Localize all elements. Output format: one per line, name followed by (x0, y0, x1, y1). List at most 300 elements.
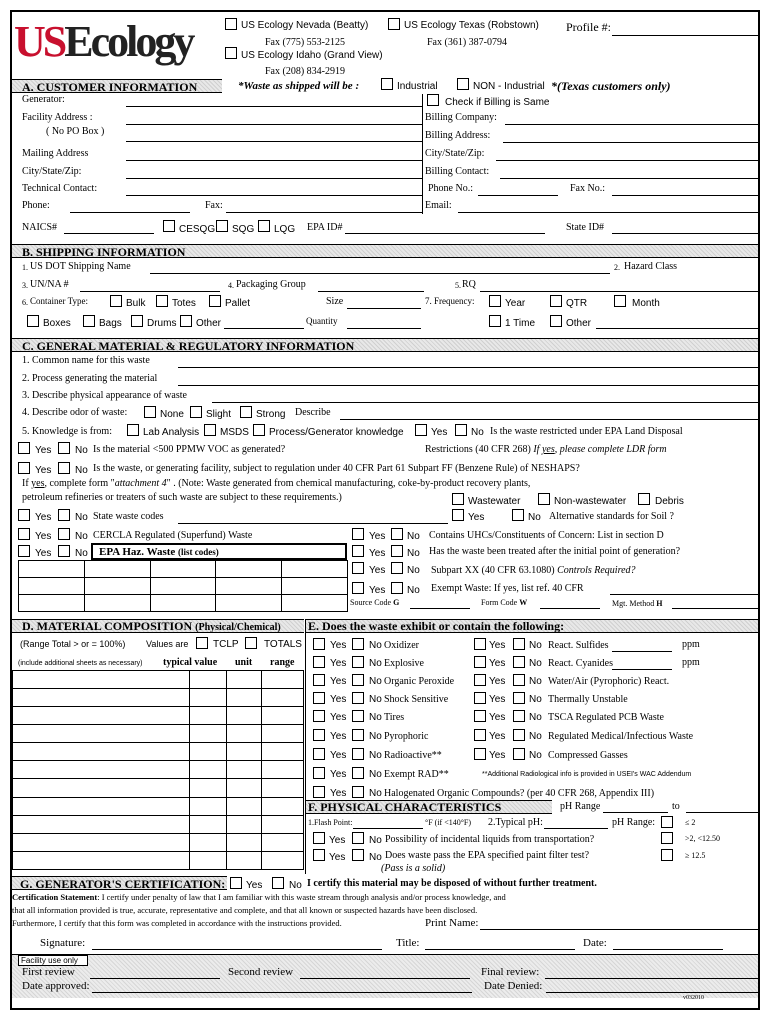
drums-checkbox[interactable] (131, 315, 143, 327)
billing-city-field[interactable] (496, 160, 758, 161)
e-left-7-no-checkbox[interactable] (352, 767, 364, 779)
section-g-title: G. GENERATOR'S CERTIFICATION: (20, 877, 226, 891)
e-left-6-yes-checkbox[interactable] (313, 748, 325, 760)
year-checkbox[interactable] (489, 295, 501, 307)
logo-ecology: Ecology (64, 17, 193, 66)
totals-checkbox[interactable] (245, 637, 257, 649)
one-time-label: 1 Time (505, 318, 536, 329)
e-left-5-no-checkbox[interactable] (352, 729, 364, 741)
incidental-no-label: No (369, 835, 382, 846)
benzene-no-checkbox[interactable] (58, 462, 70, 474)
date-field[interactable] (613, 949, 723, 950)
e-left-0-yes-checkbox[interactable] (313, 638, 325, 650)
billing-contact-label: Billing Contact: (425, 166, 490, 177)
naics-label: NAICS# (22, 222, 58, 233)
e-right-6-label: Compressed Gasses (548, 750, 628, 761)
if-label: If (22, 478, 29, 489)
e-left-1-yes-checkbox[interactable] (313, 656, 325, 668)
odor-strong-label: Strong (256, 409, 286, 420)
billing-company-field[interactable] (505, 124, 758, 125)
section-e-title: E. Does the waste exhibit or contain the following: (308, 619, 565, 633)
source-code-field[interactable] (410, 608, 470, 609)
petroleum-note: petroleum refineries or treaters of such waste are subject to these requirements.) (22, 492, 342, 503)
other-frequency-label: Other (566, 318, 592, 329)
size-field[interactable] (347, 308, 421, 309)
paint-question: Does waste pass the EPA specified paint filter test? (385, 850, 590, 861)
no-po-box-note: ( No PO Box ) (46, 126, 105, 137)
treated-yes-checkbox[interactable] (352, 545, 364, 557)
e-right-6-no-label: No (529, 750, 542, 761)
hazard-class-label: Hazard Class (624, 261, 678, 272)
cercla-no-checkbox[interactable] (58, 528, 70, 540)
bags-label: Bags (99, 318, 122, 329)
billing-contact-field[interactable] (500, 178, 758, 179)
e-left-5-yes-checkbox[interactable] (313, 729, 325, 741)
e-left-2-yes-checkbox[interactable] (313, 674, 325, 686)
title-field[interactable] (425, 949, 575, 950)
idaho-checkbox[interactable] (225, 47, 237, 59)
restrictions-ldr: , please complete LDR form (554, 444, 667, 455)
cesqg-checkbox[interactable] (163, 220, 175, 232)
b-n4: 4. (228, 281, 234, 290)
section-b-title: B. SHIPPING INFORMATION (22, 245, 186, 259)
q1-field[interactable] (178, 367, 758, 368)
e-left-0-yes-label: Yes (330, 640, 347, 651)
other-frequency-checkbox[interactable] (550, 315, 562, 327)
mgt-method-value: H (656, 599, 663, 608)
e-right-1-no-checkbox[interactable] (513, 656, 525, 668)
soil-no-label: No (528, 512, 541, 523)
size-label: Size (326, 296, 344, 307)
odor-slight-checkbox[interactable] (190, 406, 202, 418)
q5-label: 5. Knowledge is from: (22, 426, 112, 437)
bags-checkbox[interactable] (83, 315, 95, 327)
odor-slight-label: Slight (206, 409, 232, 420)
q2-field[interactable] (178, 385, 758, 386)
facility-address-field[interactable] (126, 124, 422, 125)
treated-yes-label: Yes (369, 548, 386, 559)
e-right-0-yes-label: Yes (489, 640, 506, 651)
e-left-3-label: Shock Sensitive (384, 694, 449, 705)
soil-yes-label: Yes (468, 512, 485, 523)
totes-checkbox[interactable] (156, 295, 168, 307)
e-left-7-yes-checkbox[interactable] (313, 767, 325, 779)
rq-label: RQ (462, 279, 476, 290)
cercla-no-label: No (75, 531, 88, 542)
incidental-yes-checkbox[interactable] (313, 832, 325, 844)
container-type-label: Container Type: (30, 296, 88, 306)
non-industrial-label: NON - Industrial (473, 81, 545, 92)
industrial-checkbox[interactable] (381, 78, 393, 90)
b-n2: 2. (614, 263, 620, 272)
voc-yes-checkbox[interactable] (18, 442, 30, 454)
controls-required: Controls Required? (557, 565, 636, 576)
debris-checkbox[interactable] (638, 493, 650, 505)
certify-no-checkbox[interactable] (272, 877, 284, 889)
date-denied-label: Date Denied: (484, 980, 543, 992)
e-left-8-no-label: No (369, 788, 382, 799)
cercla-yes-checkbox[interactable] (18, 528, 30, 540)
e-right-6-no-checkbox[interactable] (513, 748, 525, 760)
typical-ph-field[interactable] (544, 828, 608, 829)
flash-deg-label: °F (if <140°F) (425, 818, 472, 827)
phone-field[interactable] (70, 212, 190, 213)
qtr-checkbox[interactable] (550, 295, 562, 307)
phone-label: Phone: (22, 200, 50, 211)
other-container-field[interactable] (224, 328, 304, 329)
benzene-note (22, 479, 530, 489)
first-review-field[interactable] (90, 978, 220, 979)
section-de-divider (305, 619, 306, 874)
e-right-0-label: React. Sulfides (548, 640, 609, 651)
state-codes-no-label: No (75, 512, 88, 523)
quantity-field[interactable] (347, 328, 421, 329)
epa-haz-label (99, 547, 219, 558)
technical-contact-label: Technical Contact: (22, 183, 98, 194)
generator-label: Generator: (22, 94, 65, 105)
signature-label: Signature: (40, 937, 86, 949)
cyanides-field[interactable] (612, 669, 672, 670)
mailing-address-field[interactable] (126, 160, 422, 161)
tclp-checkbox[interactable] (196, 637, 208, 649)
wastewater-checkbox[interactable] (452, 493, 464, 505)
e-right-4-label: TSCA Regulated PCB Waste (548, 712, 664, 723)
flash-point-field[interactable] (353, 828, 423, 829)
e-right-1-yes-label: Yes (489, 658, 506, 669)
subpart-no-checkbox[interactable] (391, 562, 403, 574)
e-left-7-yes-label: Yes (330, 769, 347, 780)
e-left-1-no-label: No (369, 658, 382, 669)
industrial-label: Industrial (397, 81, 438, 92)
subpart-yes-checkbox[interactable] (352, 562, 364, 574)
exempt-no-label: No (407, 585, 420, 596)
fax-label: Fax: (205, 200, 223, 211)
bulk-label: Bulk (126, 298, 146, 309)
lqg-label: LQG (274, 224, 296, 235)
date-approved-label: Date approved: (22, 980, 90, 992)
rad-note: **Additional Radiological info is provided in USEI's WAC Addendum (482, 771, 692, 778)
e-left-7-label: Exempt RAD** (384, 769, 449, 780)
totes-label: Totes (172, 298, 196, 309)
cert-line-1 (12, 893, 506, 902)
e-right-0-yes-checkbox[interactable] (474, 638, 486, 650)
e-left-8-no-checkbox[interactable] (352, 786, 364, 798)
q3-label: 3. Describe physical appearance of waste (22, 390, 187, 401)
state-codes-field[interactable] (178, 523, 448, 524)
logo (14, 17, 193, 66)
exempt-no-checkbox[interactable] (391, 582, 403, 594)
flash-point-label: 1.Flash Point: (308, 818, 353, 827)
exempt-field[interactable] (610, 594, 758, 595)
generator-field[interactable] (126, 106, 422, 107)
ph-range-label: pH Range (560, 801, 601, 812)
voc-no-checkbox[interactable] (58, 442, 70, 454)
profile-field[interactable] (612, 35, 758, 36)
restrictions-cfr: Restrictions (40 CFR 268) (425, 444, 531, 455)
month-checkbox[interactable] (614, 295, 626, 307)
second-review-label: Second review (228, 966, 294, 978)
if-yes-label: yes (31, 478, 45, 489)
sqg-checkbox[interactable] (216, 220, 228, 232)
e-right-3-label: Thermally Unstable (548, 694, 628, 705)
ldr-yes-label: Yes (431, 427, 448, 438)
e-left-4-no-checkbox[interactable] (352, 710, 364, 722)
subpart-cfr: Subpart XX (40 CFR 63.1080) (431, 565, 555, 576)
sqg-label: SQG (232, 224, 255, 235)
benzene-yes-checkbox[interactable] (18, 462, 30, 474)
typical-value-header: typical value (163, 657, 218, 668)
e-left-3-no-checkbox[interactable] (352, 692, 364, 704)
e-left-4-label: Tires (384, 712, 405, 723)
dot-shipping-field[interactable] (150, 273, 610, 274)
e-right-5-yes-checkbox[interactable] (474, 729, 486, 741)
e-right-4-yes-checkbox[interactable] (474, 710, 486, 722)
city-state-zip-field[interactable] (126, 178, 422, 179)
profile-label: Profile #: (566, 20, 611, 34)
e-left-4-yes-checkbox[interactable] (313, 710, 325, 722)
second-review-field[interactable] (300, 978, 470, 979)
lab-analysis-checkbox[interactable] (127, 424, 139, 436)
include-sheets-note: (include additional sheets as necessary) (18, 660, 143, 667)
odor-describe-field[interactable] (340, 419, 758, 420)
totals-label: TOTALS (264, 639, 302, 650)
process-knowledge-checkbox[interactable] (253, 424, 265, 436)
sulfides-ppm: ppm (682, 639, 700, 650)
uhc-no-checkbox[interactable] (391, 528, 403, 540)
e-right-1-yes-checkbox[interactable] (474, 656, 486, 668)
e-left-5-label: Pyrophoric (384, 731, 429, 742)
drums-label: Drums (147, 318, 177, 329)
state-codes-yes-checkbox[interactable] (18, 509, 30, 521)
email-field[interactable] (458, 212, 758, 213)
e-left-4-no-label: No (369, 712, 382, 723)
packaging-group-field[interactable] (318, 291, 424, 292)
q3-field[interactable] (212, 402, 758, 403)
pallet-label: Pallet (225, 298, 251, 309)
e-right-5-no-checkbox[interactable] (513, 729, 525, 741)
naics-field[interactable] (64, 233, 154, 234)
e-left-6-yes-label: Yes (330, 750, 347, 761)
pass-solid-note: (Pass is a solid) (381, 863, 446, 874)
section-d-title-text: D. MATERIAL COMPOSITION (22, 619, 193, 633)
subpart-yes-label: Yes (369, 565, 386, 576)
e-right-4-no-label: No (529, 712, 542, 723)
state-id-field[interactable] (612, 233, 758, 234)
ldr-yes-checkbox[interactable] (415, 424, 427, 436)
one-time-checkbox[interactable] (489, 315, 501, 327)
texas-checkbox[interactable] (388, 18, 400, 30)
mgt-method-label (612, 600, 662, 608)
e-right-3-no-checkbox[interactable] (513, 692, 525, 704)
city-state-zip-label: City/State/Zip: (22, 166, 82, 177)
unna-field[interactable] (80, 291, 220, 292)
e-left-6-no-checkbox[interactable] (352, 748, 364, 760)
boxes-checkbox[interactable] (27, 315, 39, 327)
e-left-1-no-checkbox[interactable] (352, 656, 364, 668)
e-right-6-yes-checkbox[interactable] (474, 748, 486, 760)
sulfides-field[interactable] (612, 651, 672, 652)
uhc-yes-checkbox[interactable] (352, 528, 364, 540)
mgt-method-field[interactable] (672, 608, 758, 609)
subpart-question (431, 566, 636, 576)
cesqg-label: CESQG (179, 224, 216, 235)
odor-none-checkbox[interactable] (144, 406, 156, 418)
e-right-2-yes-checkbox[interactable] (474, 674, 486, 686)
epa-haz-no-checkbox[interactable] (58, 545, 70, 557)
title-label: Title: (396, 937, 420, 949)
packaging-group-label: Packaging Group (236, 279, 306, 290)
treated-no-checkbox[interactable] (391, 545, 403, 557)
e-left-2-no-label: No (369, 676, 382, 687)
epa-haz-yes-checkbox[interactable] (18, 545, 30, 557)
e-left-3-yes-checkbox[interactable] (313, 692, 325, 704)
epa-haz-text: EPA Haz. Waste (99, 546, 176, 558)
b-n6: 6. (22, 298, 28, 307)
b-n3: 3. (22, 281, 28, 290)
ph-range-to-field[interactable] (686, 812, 758, 813)
date-denied-field[interactable] (546, 992, 758, 993)
ph-le2-label: ≤ 2 (685, 818, 696, 827)
ldr-no-checkbox[interactable] (455, 424, 467, 436)
benzene-yes-label: Yes (35, 465, 52, 476)
texas-fax: Fax (361) 387-0794 (427, 37, 507, 48)
lqg-checkbox[interactable] (258, 220, 270, 232)
q4-label: 4. Describe odor of waste: (22, 407, 128, 418)
texas-only-note: *(Texas customers only) (551, 79, 671, 93)
odor-strong-checkbox[interactable] (240, 406, 252, 418)
incidental-question: Possibility of incidental liquids from transportation? (385, 834, 595, 845)
epa-id-field[interactable] (345, 233, 545, 234)
process-knowledge-label: Process/Generator knowledge (269, 427, 404, 438)
cert-stmt-1: : I certify under penalty of law that I am familiar with this waste stream through analysis and/or process knowledge, and (97, 892, 506, 902)
billing-address-field[interactable] (503, 142, 758, 143)
cert-line-2: that all information provided is true, accurate, representative and complete, and that all known or suspected hazards have been disclosed. (12, 905, 478, 915)
composition-table[interactable] (12, 670, 304, 870)
phone-no-field[interactable] (478, 195, 558, 196)
pallet-checkbox[interactable] (209, 295, 221, 307)
billing-same-checkbox[interactable] (427, 94, 439, 106)
print-name-field[interactable] (480, 929, 758, 930)
restrictions-text (425, 445, 667, 455)
cert-statement-label: Certification Statement (12, 892, 98, 902)
nevada-checkbox[interactable] (225, 18, 237, 30)
dot-shipping-label: US DOT Shipping Name (30, 261, 131, 272)
e-right-2-no-label: No (529, 676, 542, 687)
cercla-label: CERCLA Regulated (Superfund) Waste (93, 530, 253, 541)
nevada-fax: Fax (775) 553-2125 (265, 37, 345, 48)
ph-le2-checkbox[interactable] (661, 816, 673, 828)
boxes-label: Boxes (43, 318, 71, 329)
certify-yes-checkbox[interactable] (230, 877, 242, 889)
signature-field[interactable] (92, 949, 382, 950)
source-code-value: G (393, 598, 400, 607)
exempt-yes-checkbox[interactable] (352, 582, 364, 594)
final-review-field[interactable] (545, 978, 758, 979)
e-right-4-yes-label: Yes (489, 712, 506, 723)
e-left-6-label: Radioactive** (384, 750, 442, 761)
soil-no-checkbox[interactable] (512, 509, 524, 521)
cert-line-3: Furthermore, I certify that this form was completed in accordance with the instructions provided. (12, 918, 342, 928)
e-left-0-no-label: No (369, 640, 382, 651)
e-right-3-yes-checkbox[interactable] (474, 692, 486, 704)
epa-codes-grid[interactable] (18, 560, 348, 612)
e-left-8-yes-checkbox[interactable] (313, 786, 325, 798)
e-left-0-no-checkbox[interactable] (352, 638, 364, 650)
ldr-no-label: No (471, 427, 484, 438)
range-header: range (270, 657, 295, 668)
fax-no-field[interactable] (612, 195, 758, 196)
e-left-8-yes-label: Yes (330, 788, 347, 799)
paint-no-label: No (369, 852, 382, 863)
idaho-fax: Fax (208) 834-2919 (265, 66, 345, 77)
non-wastewater-label: Non-wastewater (554, 496, 627, 507)
e-left-2-label: Organic Peroxide (384, 676, 455, 687)
non-wastewater-checkbox[interactable] (538, 493, 550, 505)
e-left-1-label: Explosive (384, 658, 424, 669)
exempt-question: Exempt Waste: If yes, list ref. 40 CFR (431, 583, 584, 594)
soil-yes-checkbox[interactable] (452, 509, 464, 521)
ph-mid-label: >2, <12.50 (685, 834, 721, 843)
ph-range-from-field[interactable] (603, 812, 668, 813)
lab-analysis-label: Lab Analysis (143, 427, 200, 438)
ph-mid-checkbox[interactable] (661, 832, 673, 844)
form-code-field[interactable] (540, 608, 600, 609)
odor-describe-label: Describe (295, 407, 331, 418)
facility-use-label: Facility use only (18, 955, 88, 966)
ph-ge-checkbox[interactable] (661, 849, 673, 861)
e-right-2-yes-label: Yes (489, 676, 506, 687)
billing-divider (422, 94, 423, 214)
date-approved-field[interactable] (92, 992, 472, 993)
facility-address-field-2[interactable] (126, 141, 422, 142)
other-frequency-field[interactable] (596, 328, 758, 329)
quantity-label: Quantity (306, 316, 338, 326)
non-industrial-checkbox[interactable] (457, 78, 469, 90)
paint-no-checkbox[interactable] (352, 849, 364, 861)
msds-checkbox[interactable] (204, 424, 216, 436)
e-right-5-label: Regulated Medical/Infectious Waste (548, 731, 694, 742)
uhc-no-label: No (407, 531, 420, 542)
section-d-title (22, 620, 281, 633)
voc-question: Is the material <500 PPMW VOC as generated? (93, 444, 286, 455)
final-review-label: Final review: (481, 966, 540, 978)
rq-field[interactable] (480, 291, 758, 292)
e-right-0-no-checkbox[interactable] (513, 638, 525, 650)
incidental-no-checkbox[interactable] (352, 832, 364, 844)
bulk-checkbox[interactable] (110, 295, 122, 307)
paint-yes-checkbox[interactable] (313, 849, 325, 861)
alt-standards-question: Alternative standards for Soil ? (549, 511, 674, 522)
e-left-2-no-checkbox[interactable] (352, 674, 364, 686)
section-a-title: A. CUSTOMER INFORMATION (22, 80, 198, 94)
state-codes-label: State waste codes (93, 511, 164, 522)
fax-field[interactable] (226, 212, 422, 213)
frequency-label: 7. Frequency: (425, 296, 475, 306)
debris-label: Debris (655, 496, 684, 507)
first-review-label: First review (22, 966, 75, 978)
technical-contact-field[interactable] (126, 195, 422, 196)
treated-question: Has the waste been treated after the initial point of generation? (429, 546, 681, 557)
mailing-address-label: Mailing Address (22, 148, 89, 159)
e-right-4-no-checkbox[interactable] (513, 710, 525, 722)
e-right-0-no-label: No (529, 640, 542, 651)
certify-statement: I certify this material may be disposed of without further treatment. (307, 878, 597, 889)
e-right-2-no-checkbox[interactable] (513, 674, 525, 686)
billing-company-label: Billing Company: (425, 112, 497, 123)
state-codes-no-checkbox[interactable] (58, 509, 70, 521)
other-container-checkbox[interactable] (180, 315, 192, 327)
e-right-1-no-label: No (529, 658, 542, 669)
